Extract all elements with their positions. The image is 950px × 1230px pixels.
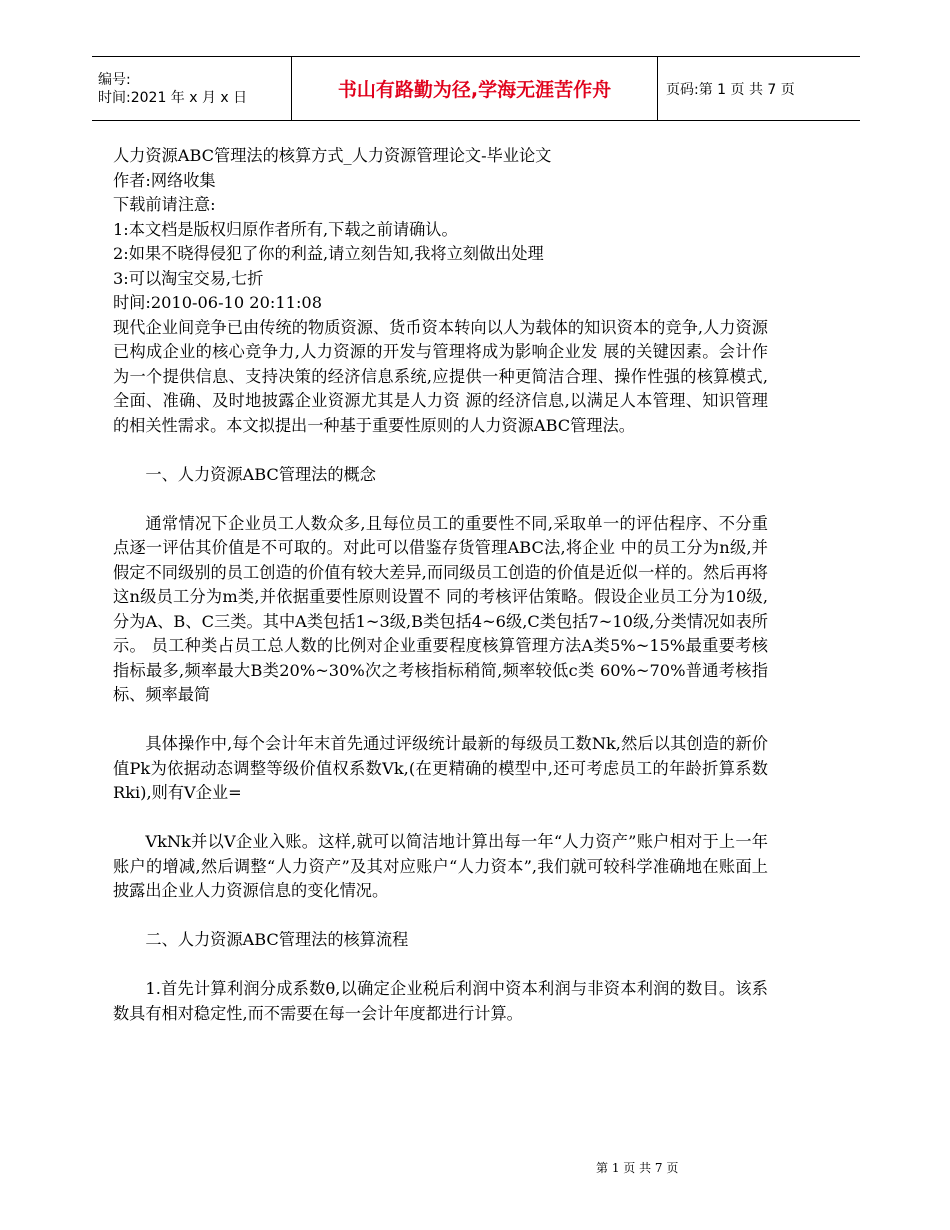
document-body — [113, 144, 768, 1026]
paragraph-accounting: VkNk并以V企业入账。这样,就可以简洁地计算出每一年“人力资产”账户相对于上一年账户的增减,然后调整“人力资产”及其对应账户“人力资本”,我们就可较科学准确地在账面上披露出企业人力资源信息的变化情况。 — [113, 832, 768, 900]
document-timestamp: 时间:2010-06-10 20:11:08 — [113, 293, 323, 312]
paragraph-profit-coefficient: 1.首先计算利润分成系数θ,以确定企业税后利润中资本利润与非资本利润的数目。该系数具有相对稳定性,而不需要在每一会计年度都进行计算。 — [113, 979, 768, 1023]
notice-item-2: 2:如果不晓得侵犯了你的利益,请立刻告知,我将立刻做出处理 — [113, 244, 544, 263]
document-author: 作者:网络收集 — [113, 170, 216, 190]
intro-paragraph: 现代企业间竞争已由传统的物质资源、货币资本转向以人为载体的知识资本的竞争,人力资源已构成企业的核心竞争力,人力资源的开发与管理将成为影响企业发 展的关键因素。会计作为一个提供信息、支持决策的经济信息系统,应提供一种更简洁合理、操作性强的核算模式,全面、准确、及时地披露企业资源尤其是人力资 源的经济信息,以满足人本管理、知识管理的相关性需求。本文拟提出一种基于重要性原则的人力资源ABC管理法。 — [113, 317, 768, 435]
page-header — [92, 56, 860, 121]
section-heading-1: 一、人力资源ABC管理法的概念 — [145, 464, 376, 484]
header-page-label: 页码:第 1 页 共 7 页 — [658, 57, 861, 121]
section-heading-2: 二、人力资源ABC管理法的核算流程 — [145, 930, 409, 949]
notice-item-3: 3:可以淘宝交易,七折 — [113, 268, 264, 288]
notice-heading: 下载前请注意: — [113, 195, 216, 214]
paragraph-concept: 通常情况下企业员工人数众多,且每位员工的重要性不同,采取单一的评估程序、不分重点逐一评估其价值是不可取的。对此可以借鉴存货管理ABC法,将企业 中的员工分为n级,并假定不同级别的员工创造的价值有较大差异,而同级员工创造的价值是近似一样的。然后再将这n级员工分为m类,并依据重要性原则设置不 同的考核评估策略。假设企业员工分为10级,分为A、B、C三类。其中A类包括1~3级,B类包括4~6级,C类包括7~10级,分类情况如表所示。 员工种类占员工总人数的比例对企业重要程度核算管理方法A类5%~15%最重要考核指标最多,频率最大B类20%~30%次之考核指标稍简,频率较低c类 60%~70%普通考核指标、频率最简 — [113, 513, 768, 704]
header-meta — [92, 57, 292, 121]
document-time-label: 时间:2021 年 x 月 x 日 — [98, 89, 248, 106]
page-footer: 第 1 页 共 7 页 — [596, 1161, 679, 1175]
paragraph-operation: 具体操作中,每个会计年末首先通过评级统计最新的每级员工数Nk,然后以其创造的新价值Pk为依据动态调整等级价值权系数Vk,(在更精确的模型中,还可考虑员工的年龄折算系数Rki),则有V企业= — [113, 734, 768, 802]
document-title: 人力资源ABC管理法的核算方式_人力资源管理论文-毕业论文 — [113, 146, 552, 165]
document-number-label: 编号: — [98, 71, 131, 88]
header-motto: 书山有路勤为径,学海无涯苦作舟 — [292, 57, 658, 121]
notice-item-1: 1:本文档是版权归原作者所有,下载之前请确认。 — [113, 219, 458, 239]
